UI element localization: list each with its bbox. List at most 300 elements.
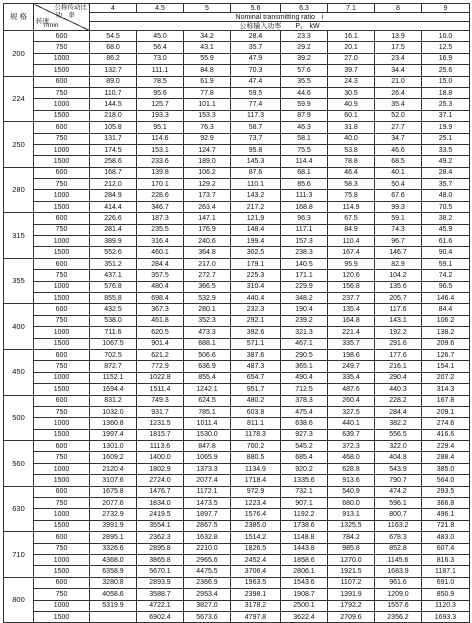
power-value-cell: 176.9 — [184, 224, 231, 235]
power-value-cell: 46.3 — [281, 122, 328, 133]
table-row — [4, 611, 470, 622]
power-value-cell: 209.6 — [422, 338, 470, 349]
power-value-cell: 76.3 — [184, 122, 231, 133]
power-value-cell: 302.5 — [231, 247, 281, 258]
power-value-cell: 117.1 — [281, 224, 328, 235]
power-value-cell: 1172.1 — [184, 486, 231, 497]
power-value-cell: 3991.9 — [90, 520, 137, 531]
power-value-cell: 392.6 — [231, 327, 281, 338]
power-value-cell: 78.8 — [328, 156, 375, 167]
power-value-cell: 99.3 — [375, 201, 422, 212]
power-value-cell: 143.2 — [231, 190, 281, 201]
power-value-cell: 1609.2 — [90, 452, 137, 463]
power-value-cell: 111.1 — [137, 65, 184, 76]
power-value-cell: 1163.2 — [375, 520, 422, 531]
power-value-cell: 1187.1 — [422, 566, 470, 577]
power-value-cell: 1908.7 — [281, 589, 328, 600]
diag-power-label: 功 率 — [55, 12, 75, 19]
power-value-cell: 138.2 — [422, 327, 470, 338]
power-value-cell: 45.9 — [422, 224, 470, 235]
power-value-cell: 2965.6 — [184, 554, 231, 565]
table-row — [4, 179, 470, 190]
power-value-cell: 233.6 — [137, 156, 184, 167]
power-value-cell: 1826.5 — [231, 543, 281, 554]
table-row — [4, 589, 470, 600]
speed-cell: 600 — [34, 577, 90, 588]
table-row — [4, 281, 470, 292]
power-value-cell: 46.4 — [328, 167, 375, 178]
power-value-cell: 351.2 — [90, 258, 137, 269]
power-value-cell: 2893.9 — [137, 577, 184, 588]
power-value-cell: 39.2 — [281, 53, 328, 64]
power-value-cell: 440.3 — [375, 384, 422, 395]
power-value-cell: 310.4 — [231, 281, 281, 292]
power-value-cell: 1360.8 — [90, 418, 137, 429]
power-value-cell: 27.0 — [328, 53, 375, 64]
power-value-cell: 89.0 — [90, 76, 137, 87]
table-row — [4, 509, 470, 520]
diag-speed-label: 转速 — [36, 18, 49, 25]
speed-cell: 1500 — [34, 110, 90, 121]
power-value-cell: 2077.6 — [90, 498, 137, 509]
speed-cell: 600 — [34, 349, 90, 360]
power-value-cell: 3706.4 — [231, 566, 281, 577]
speed-cell: 1000 — [34, 99, 90, 110]
table-row — [4, 133, 470, 144]
power-value-cell: 145.3 — [231, 156, 281, 167]
power-value-cell: 852.8 — [375, 543, 422, 554]
power-value-cell: 117.6 — [375, 304, 422, 315]
power-value-cell: 378.3 — [281, 395, 328, 406]
power-value-cell: 1576.4 — [231, 509, 281, 520]
speed-cell: 1000 — [34, 463, 90, 474]
power-value-cell: 225.3 — [231, 270, 281, 281]
power-value-cell: 86.2 — [90, 53, 137, 64]
power-value-cell: 540.9 — [328, 486, 375, 497]
power-value-cell: 167.4 — [328, 247, 375, 258]
table-row — [4, 327, 470, 338]
power-value-cell: 284.4 — [137, 258, 184, 269]
power-value-cell: 104.2 — [375, 270, 422, 281]
power-value-cell: 1391.9 — [328, 589, 375, 600]
power-value-cell: 4368.0 — [90, 554, 137, 565]
power-value-cell: 1152.1 — [90, 372, 137, 383]
power-value-cell: 212.0 — [90, 179, 137, 190]
power-value-cell: 50.4 — [375, 179, 422, 190]
power-value-cell: 483.0 — [422, 532, 470, 543]
table-row — [4, 122, 470, 133]
power-value-cell: 490.4 — [281, 372, 328, 383]
power-value-cell: 82.9 — [375, 258, 422, 269]
speed-cell: 600 — [34, 213, 90, 224]
speed-cell: 750 — [34, 543, 90, 554]
power-value-cell: 35.7 — [422, 179, 470, 190]
power-value-cell: 84.8 — [184, 65, 231, 76]
power-value-cell: 1443.8 — [281, 543, 328, 554]
power-value-cell: 1270.0 — [328, 554, 375, 565]
power-value-cell: 74.3 — [375, 224, 422, 235]
power-value-cell: 20.1 — [328, 42, 375, 53]
power-value-cell: 564.0 — [422, 475, 470, 486]
power-value-cell: 4797.8 — [231, 611, 281, 622]
power-value-cell: 596.1 — [375, 498, 422, 509]
speed-cell: 600 — [34, 395, 90, 406]
power-value-cell: 461.8 — [137, 315, 184, 326]
power-value-cell: 84.4 — [422, 304, 470, 315]
power-value-cell: 284.4 — [375, 406, 422, 417]
speed-cell: 1500 — [34, 65, 90, 76]
speed-cell: 750 — [34, 270, 90, 281]
nominal-ratio-title: Nominal transmitting ratio i — [90, 13, 470, 22]
power-value-cell: 57.6 — [281, 65, 328, 76]
power-value-cell: 603.8 — [231, 406, 281, 417]
power-value-cell: 229.4 — [422, 441, 470, 452]
power-value-cell: 217.2 — [231, 201, 281, 212]
power-value-cell: 571.1 — [231, 338, 281, 349]
power-value-cell: 1325.5 — [328, 520, 375, 531]
table-row — [4, 338, 470, 349]
power-value-cell: 237.7 — [328, 292, 375, 303]
power-value-cell: 293.5 — [422, 486, 470, 497]
power-value-cell: 1476.7 — [137, 486, 184, 497]
power-value-cell: 404.8 — [375, 452, 422, 463]
table-row — [4, 600, 470, 611]
power-value-cell: 5673.6 — [184, 611, 231, 622]
table-row — [4, 577, 470, 588]
speed-cell: 750 — [34, 498, 90, 509]
power-value-cell: 2362.3 — [137, 532, 184, 543]
power-value-cell: 1011.4 — [184, 418, 231, 429]
table-row — [4, 361, 470, 372]
power-value-cell: 414.4 — [90, 201, 137, 212]
ratio-header: 5.6 — [231, 4, 281, 13]
power-value-cell: 38.2 — [422, 213, 470, 224]
power-value-cell: 1834.0 — [137, 498, 184, 509]
power-value-cell: 327.5 — [328, 406, 375, 417]
speed-cell: 1000 — [34, 372, 90, 383]
power-value-cell: 59.1 — [422, 258, 470, 269]
table-row — [4, 486, 470, 497]
power-value-cell: 25.3 — [422, 99, 470, 110]
speed-cell: 1500 — [34, 429, 90, 440]
table-row — [4, 418, 470, 429]
power-value-cell: 106.2 — [422, 315, 470, 326]
table-row — [4, 110, 470, 121]
speed-cell: 1000 — [34, 509, 90, 520]
size-cell: 315 — [4, 213, 34, 259]
ratio-header: 4 — [90, 4, 137, 13]
power-value-cell: 2385.0 — [231, 520, 281, 531]
power-value-cell: 49.2 — [422, 156, 470, 167]
power-value-cell: 70.5 — [422, 201, 470, 212]
power-value-cell: 26.4 — [375, 87, 422, 98]
table-row — [4, 258, 470, 269]
power-value-cell: 87.9 — [281, 110, 328, 121]
power-value-cell: 487.3 — [231, 361, 281, 372]
power-value-cell: 171.1 — [281, 270, 328, 281]
power-value-cell: 67.5 — [328, 213, 375, 224]
power-value-cell: 389.9 — [90, 236, 137, 247]
power-value-cell: 474.2 — [375, 486, 422, 497]
power-value-cell: 198.6 — [328, 349, 375, 360]
speed-cell: 600 — [34, 532, 90, 543]
power-value-cell: 711.6 — [90, 327, 137, 338]
power-value-cell: 284.9 — [90, 190, 137, 201]
table-row — [4, 452, 470, 463]
table-row — [4, 65, 470, 76]
table-row — [4, 31, 470, 42]
power-value-cell: 1858.6 — [281, 554, 328, 565]
speed-cell: 750 — [34, 589, 90, 600]
diagonal-header-cell — [34, 4, 90, 31]
power-value-cell: 1738.6 — [281, 520, 328, 531]
power-value-cell: 2724.0 — [137, 475, 184, 486]
power-value-cell: 121.9 — [231, 213, 281, 224]
power-value-cell: 45.0 — [137, 31, 184, 42]
power-value-cell: 70.3 — [231, 65, 281, 76]
power-value-cell: 167.8 — [422, 395, 470, 406]
speed-cell: 600 — [34, 441, 90, 452]
power-value-cell: 153.3 — [184, 110, 231, 121]
power-value-cell: 274.6 — [422, 418, 470, 429]
power-value-cell: 148.4 — [231, 224, 281, 235]
power-value-cell: 216.1 — [375, 361, 422, 372]
power-value-cell: 60.1 — [328, 110, 375, 121]
size-cell: 224 — [4, 76, 34, 122]
power-value-cell: 23.3 — [281, 31, 328, 42]
power-value-cell: 348.2 — [281, 292, 328, 303]
power-value-cell: 1802.9 — [137, 463, 184, 474]
power-value-cell: 1400.0 — [137, 452, 184, 463]
speed-cell: 1500 — [34, 201, 90, 212]
table-row — [4, 167, 470, 178]
power-value-cell: 24.3 — [328, 76, 375, 87]
power-value-cell: 1675.8 — [90, 486, 137, 497]
power-value-cell: 432.5 — [90, 304, 137, 315]
power-value-cell: 46.6 — [375, 144, 422, 155]
power-value-cell: 58.7 — [231, 122, 281, 133]
power-value-cell: 913.1 — [328, 509, 375, 520]
ratio-header: 8 — [375, 4, 422, 13]
power-value-cell: 387.6 — [231, 349, 281, 360]
power-value-cell: 3554.1 — [137, 520, 184, 531]
power-value-cell: 48.0 — [422, 190, 470, 201]
speed-cell: 600 — [34, 304, 90, 315]
power-value-cell: 12.5 — [422, 42, 470, 53]
power-value-cell: 785.1 — [184, 406, 231, 417]
speed-cell: 750 — [34, 315, 90, 326]
speed-cell: 1000 — [34, 327, 90, 338]
power-value-cell: 168.8 — [281, 201, 328, 212]
power-value-cell: 1120.3 — [422, 600, 470, 611]
power-value-cell: 291.6 — [375, 338, 422, 349]
table-row — [4, 224, 470, 235]
power-value-cell: 654.7 — [231, 372, 281, 383]
ratio-header: 9 — [422, 4, 470, 13]
power-value-cell: 784.2 — [328, 532, 375, 543]
speed-cell: 1500 — [34, 611, 90, 622]
speed-cell: 750 — [34, 361, 90, 372]
speed-cell: 1500 — [34, 520, 90, 531]
power-value-cell: 110.4 — [328, 236, 375, 247]
power-value-cell: 129.2 — [184, 179, 231, 190]
speed-cell: 1500 — [34, 384, 90, 395]
speed-cell: 1000 — [34, 418, 90, 429]
power-value-cell: 1557.6 — [375, 600, 422, 611]
power-value-cell: 678.3 — [375, 532, 422, 543]
power-value-cell: 218.0 — [90, 110, 137, 121]
speed-cell: 750 — [34, 179, 90, 190]
power-value-cell: 67.6 — [375, 190, 422, 201]
table-row — [4, 213, 470, 224]
power-value-cell: 61.9 — [184, 76, 231, 87]
speed-cell: 600 — [34, 122, 90, 133]
power-value-cell: 4475.5 — [184, 566, 231, 577]
speed-cell: 600 — [34, 31, 90, 42]
power-value-cell: 73.7 — [231, 133, 281, 144]
power-value-cell: 240.6 — [184, 236, 231, 247]
speed-cell: 750 — [34, 452, 90, 463]
power-value-cell: 120.6 — [328, 270, 375, 281]
power-value-cell: 73.0 — [137, 53, 184, 64]
power-value-cell: 207.2 — [422, 372, 470, 383]
power-value-cell: 366.8 — [422, 498, 470, 509]
power-value-cell: 636.9 — [184, 361, 231, 372]
power-value-cell: 125.7 — [137, 99, 184, 110]
power-value-cell: 263.4 — [184, 201, 231, 212]
power-value-cell: 174.5 — [90, 144, 137, 155]
speed-cell: 1500 — [34, 292, 90, 303]
speed-cell: 1500 — [34, 338, 90, 349]
power-value-cell: 114.6 — [137, 133, 184, 144]
power-value-cell: 2452.4 — [231, 554, 281, 565]
power-value-cell: 209.1 — [422, 406, 470, 417]
power-value-cell: 811.1 — [231, 418, 281, 429]
input-power-title: 公称输入功率 P₁ kW — [90, 22, 470, 31]
power-value-cell: 228.2 — [375, 395, 422, 406]
power-value-cell: 364.8 — [184, 247, 231, 258]
diag-ratio-label: 公称传动比 — [54, 4, 87, 11]
power-value-cell: 621.2 — [137, 349, 184, 360]
power-value-cell: 110.7 — [90, 87, 137, 98]
table-row — [4, 87, 470, 98]
power-value-cell: 170.1 — [137, 179, 184, 190]
power-value-cell: 1718.4 — [231, 475, 281, 486]
power-value-cell: 357.5 — [137, 270, 184, 281]
power-value-cell: 272.7 — [184, 270, 231, 281]
power-value-cell: 16.9 — [422, 53, 470, 64]
power-value-cell: 385.0 — [422, 463, 470, 474]
power-value-cell: 688.1 — [184, 338, 231, 349]
power-value-cell: 131.7 — [90, 133, 137, 144]
power-value-cell: 702.5 — [90, 349, 137, 360]
power-value-cell: 907.1 — [281, 498, 328, 509]
power-value-cell: 292.1 — [231, 315, 281, 326]
power-value-cell: 85.6 — [281, 179, 328, 190]
size-cell: 560 — [4, 441, 34, 487]
power-value-cell: 144.5 — [90, 99, 137, 110]
power-value-cell: 126.7 — [422, 349, 470, 360]
power-value-cell: 6902.4 — [137, 611, 184, 622]
power-value-cell: 39.7 — [328, 65, 375, 76]
table-row — [4, 270, 470, 281]
table-row — [4, 236, 470, 247]
power-value-cell: 249.7 — [328, 361, 375, 372]
power-value-cell: 467.1 — [281, 338, 328, 349]
power-value-cell: 117.3 — [231, 110, 281, 121]
power-value-cell: 1694.4 — [90, 384, 137, 395]
power-value-cell: 3622.4 — [281, 611, 328, 622]
power-value-cell: 1178.3 — [231, 429, 281, 440]
power-value-cell: 37.1 — [422, 110, 470, 121]
table-row — [4, 475, 470, 486]
power-value-cell: 1473.5 — [184, 498, 231, 509]
power-value-cell: 101.1 — [184, 99, 231, 110]
power-value-cell: 3865.8 — [137, 554, 184, 565]
power-value-cell: 680.0 — [328, 498, 375, 509]
power-value-cell: 382.2 — [375, 418, 422, 429]
power-value-cell: 84.9 — [328, 224, 375, 235]
speed-cell: 750 — [34, 133, 90, 144]
power-value-cell: 68.5 — [375, 156, 422, 167]
power-value-cell: 2867.5 — [184, 520, 231, 531]
power-value-cell: 1792.2 — [328, 600, 375, 611]
power-value-cell: 3588.7 — [137, 589, 184, 600]
power-value-cell: 416.6 — [422, 429, 470, 440]
power-value-cell: 16.1 — [328, 31, 375, 42]
speed-cell: 1000 — [34, 600, 90, 611]
power-value-cell: 620.5 — [137, 327, 184, 338]
power-value-cell: 58.3 — [328, 179, 375, 190]
power-value-cell: 1113.6 — [137, 441, 184, 452]
power-value-cell: 2366.9 — [184, 577, 231, 588]
power-value-cell: 40.0 — [328, 133, 375, 144]
power-value-cell: 749.3 — [137, 395, 184, 406]
power-value-cell: 44.6 — [281, 87, 328, 98]
size-cell: 450 — [4, 349, 34, 395]
power-value-cell: 1683.9 — [375, 566, 422, 577]
power-value-cell: 1134.9 — [231, 463, 281, 474]
speed-cell: 750 — [34, 87, 90, 98]
power-value-cell: 15.0 — [422, 76, 470, 87]
power-value-cell: 232.3 — [231, 304, 281, 315]
power-value-cell: 35.5 — [281, 76, 328, 87]
size-cell: 630 — [4, 486, 34, 532]
power-value-cell: 1231.5 — [137, 418, 184, 429]
power-value-cell: 238.3 — [281, 247, 328, 258]
power-value-cell: 96.3 — [281, 213, 328, 224]
ratio-header: 6.3 — [281, 4, 328, 13]
power-value-cell: 1693.3 — [422, 611, 470, 622]
power-value-cell: 855.8 — [90, 292, 137, 303]
size-cell: 800 — [4, 577, 34, 623]
speed-cell: 600 — [34, 258, 90, 269]
power-value-cell: 190.4 — [281, 304, 328, 315]
power-value-cell: 92.9 — [184, 133, 231, 144]
power-value-cell: 3326.6 — [90, 543, 137, 554]
power-value-cell: 189.0 — [184, 156, 231, 167]
table-row — [4, 532, 470, 543]
power-value-cell: 1065.9 — [184, 452, 231, 463]
power-value-cell: 700.2 — [231, 441, 281, 452]
power-value-cell: 28.4 — [422, 167, 470, 178]
speed-cell: 1500 — [34, 566, 90, 577]
ratio-header: 4.5 — [137, 4, 184, 13]
power-value-cell: 607.4 — [422, 543, 470, 554]
speed-cell: 600 — [34, 76, 90, 87]
table-row — [4, 543, 470, 554]
speed-cell: 1000 — [34, 554, 90, 565]
